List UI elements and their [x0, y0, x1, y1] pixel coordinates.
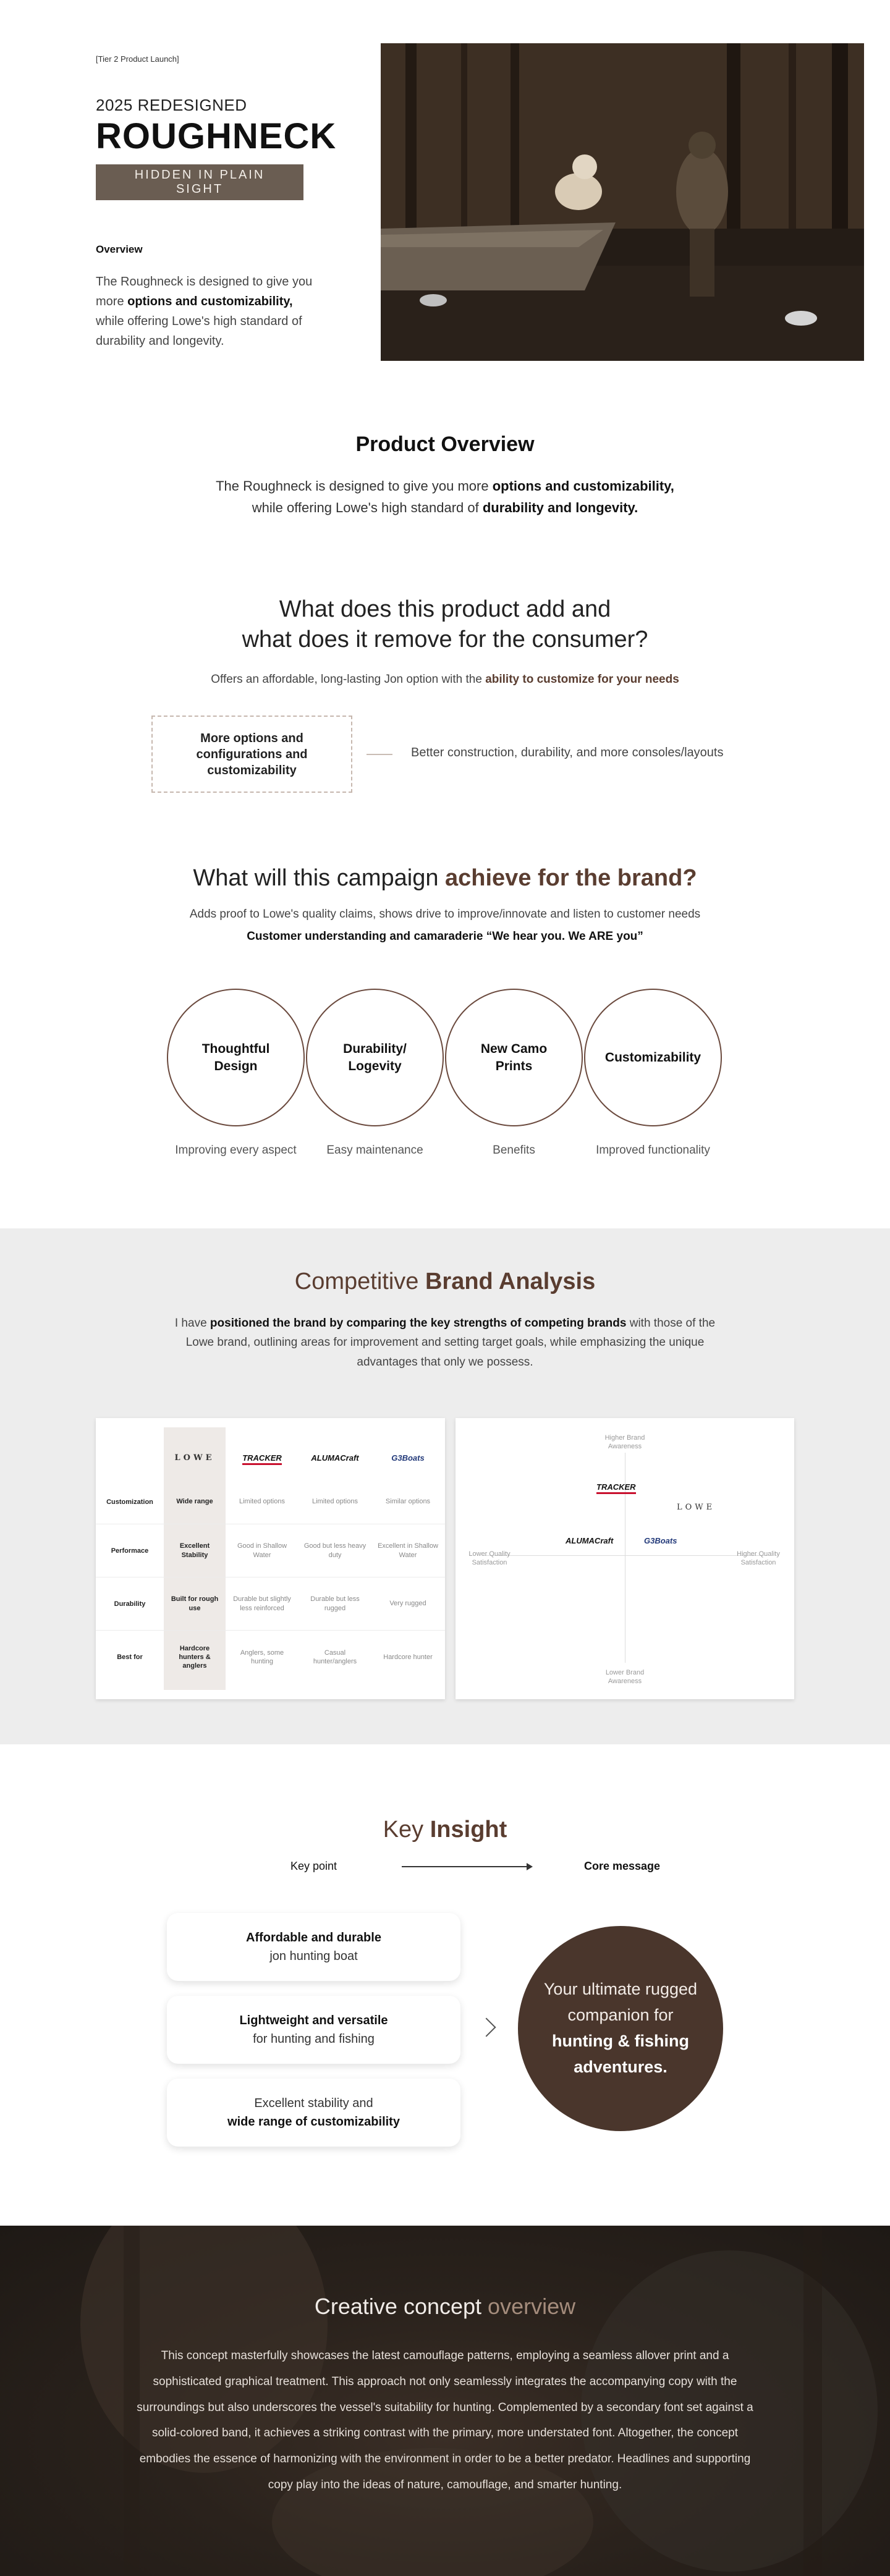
pillar-circle: New Camo Prints: [445, 989, 583, 1126]
pillar-item: [167, 989, 305, 1157]
product-overview-section: [0, 433, 890, 518]
add-remove-section: [0, 594, 890, 777]
chevron-right-icon: [477, 2017, 496, 2037]
map-top-label: Higher Brand Awareness: [604, 1434, 645, 1451]
tier-tag: [Tier 2 Product Launch]: [96, 54, 179, 64]
campaign-text: Adds proof to Lowe's quality claims, shows drive to improve/innovate and listen to customer needs: [189, 908, 701, 921]
alumacraft-logo: ALUMACraft: [311, 1453, 359, 1463]
g3-logo: G3Boats: [391, 1453, 425, 1463]
tagline-band: HIDDEN IN PLAIN SIGHT: [96, 164, 303, 200]
creative-concept-section: [0, 2226, 890, 2576]
pillar-circle: Customizability: [584, 989, 722, 1126]
map-right-label: Higher Quality Satisfaction: [737, 1550, 780, 1567]
map-point-alumacraft: ALUMACraft: [566, 1536, 614, 1545]
map-point-tracker: TRACKER: [596, 1482, 636, 1493]
arrow-icon: [402, 1866, 532, 1867]
core-message-circle: Your ultimate rugged companion for hunting & fishing adventures.: [518, 1926, 723, 2131]
hero-photo: [381, 43, 864, 361]
lowe-logo: LOWE: [174, 1453, 215, 1463]
pillar-item: [445, 989, 583, 1157]
pillar-circle: Durability/ Logevity: [306, 989, 444, 1126]
hero-text: [96, 54, 337, 351]
positioning-map: [456, 1418, 794, 1699]
creative-concept-title: Creative concept overview: [314, 2294, 576, 2319]
competitive-title: Competitive Brand Analysis: [294, 1269, 596, 1294]
campaign-section: [0, 865, 890, 1157]
pillar-caption: Benefits: [493, 1144, 535, 1157]
overview-label: Overview: [96, 243, 143, 255]
key-point-card: Excellent stability and wide range of customizability: [167, 2079, 460, 2147]
campaign-motto: Customer understanding and camaraderie “We hear you. We ARE you”: [247, 930, 643, 943]
pillar-circles: [167, 989, 722, 1157]
key-point-card: Affordable and durable jon hunting boat: [167, 1913, 460, 1981]
map-left-label: Lower Quality Satisfaction: [468, 1550, 511, 1567]
key-point-label: Key point: [290, 1860, 337, 1872]
key-point-card: Lightweight and versatile for hunting and fishing: [167, 1996, 460, 2064]
campaign-title: What will this campaign achieve for the brand?: [193, 865, 697, 891]
hero-section: [0, 0, 890, 383]
map-point-g3: G3Boats: [644, 1536, 677, 1545]
key-insight-section: [0, 1817, 890, 2129]
pillar-caption: Improved functionality: [596, 1144, 710, 1157]
map-horizontal-axis: [483, 1555, 768, 1556]
insight-legend: [290, 1860, 661, 1878]
product-name: ROUGHNECK: [96, 116, 337, 156]
pillar-item: [306, 989, 444, 1157]
connector-line: [367, 754, 392, 755]
map-bottom-label: Lower Brand Awareness: [605, 1669, 645, 1686]
pillar-caption: Easy maintenance: [326, 1144, 423, 1157]
add-remove-subtitle: Offers an affordable, long-lasting Jon option with the ability to customize for your needs: [211, 672, 679, 686]
tracker-logo: TRACKER: [242, 1453, 282, 1465]
product-overview-title: Product Overview: [355, 433, 535, 456]
competitive-text: I have positioned the brand by comparing the key strengths of competing brands with those of the Lowe brand, outlining areas for improvement and setting target goals, while emphasizing the unique advantages that only we possess.: [174, 1317, 716, 1369]
table-row: Best for Hardcore hunters & anglers Anglers, some hunting Casual hunter/anglers Hardcore hunter: [117, 1644, 433, 1670]
creative-concept-text: This concept masterfully showcases the latest camouflage patterns, employing a seamless allover print and a sophisticated graphical treatment. This approach not only seamlessly integrates the accompanying copy with the surroundings but also underscores the vessel's suitability for hunting. Complemented by a secondary font set against a solid-colored band, it achieves a striking contrast with the primary, more understated font. Altogether, the concept embodies the essence of harmonizing with the environment in order to be a better predator. Headlines and supporting copy play into the ideas of nature, camouflage, and smarter hunting.: [137, 2349, 753, 2491]
comparison-table: [96, 1418, 445, 1699]
overview-text: The Roughneck is designed to give you more options and customizability, while offering Lowe's high standard of durability and longevity.: [96, 275, 313, 348]
product-overview-text: The Roughneck is designed to give you more options and customizability, while offering Lowe's high standard of durability and longevity.: [216, 478, 674, 516]
table-header-row: [96, 1446, 445, 1471]
table-row: Customization Wide range Limited options Limited options Similar options: [96, 1480, 445, 1524]
add-remove-title: What does this product add and what does it remove for the consumer?: [242, 596, 648, 653]
pillar-item: [584, 989, 722, 1157]
removes-text: Better construction, durability, and more consoles/layouts: [411, 746, 724, 759]
core-message-label: Core message: [584, 1860, 661, 1872]
adds-box: More options and configurations and customizability: [151, 716, 352, 793]
key-insight-title: Key Insight: [383, 1817, 507, 1843]
hunting-scene-image: [381, 43, 864, 361]
table-row: Durability Built for rough use Durable but slightly less reinforced Durable but less rugged Very rugged: [96, 1577, 445, 1631]
competitive-section: [0, 1228, 890, 1744]
table-row: Performace Excellent Stability Good in Shallow Water Good but less heavy duty Excellent in Shallow Water: [96, 1524, 445, 1577]
pillar-caption: Improving every aspect: [175, 1144, 297, 1157]
pillar-circle: Thoughtful Design: [167, 989, 305, 1126]
launch-year: 2025 REDESIGNED: [96, 96, 247, 114]
map-point-lowe: LOWE: [677, 1503, 716, 1512]
